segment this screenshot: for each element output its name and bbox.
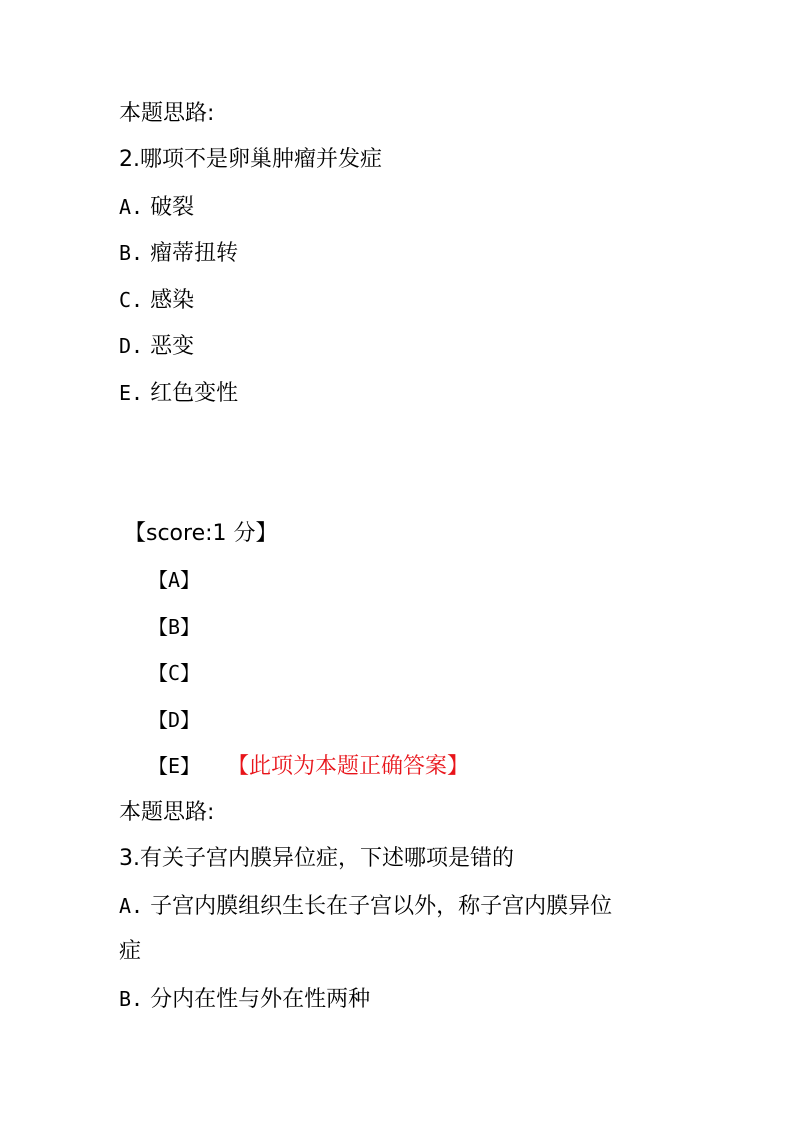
option-letter: B. xyxy=(119,987,144,1011)
answer-choice-c: 【C】 xyxy=(148,661,201,685)
option-d xyxy=(119,332,194,361)
option-e xyxy=(119,379,238,408)
option-letter: C. xyxy=(119,288,144,312)
option-text: 感染 xyxy=(150,288,195,313)
option-text: 分内在性与外在性两种 xyxy=(150,987,371,1012)
option-letter: A. xyxy=(119,195,144,219)
option-text: 破裂 xyxy=(150,195,195,220)
question-stem: 2.哪项不是卵巢肿瘤并发症 xyxy=(119,147,382,172)
answer-choice-e: 【E】 xyxy=(148,754,201,778)
option-a-continued: 症 xyxy=(119,939,142,964)
answer-choice-a: 【A】 xyxy=(148,568,201,592)
analysis-label: 本题思路: xyxy=(119,800,215,825)
option-letter: E. xyxy=(119,381,144,405)
option-text: 红色变性 xyxy=(150,381,239,406)
option-b xyxy=(119,239,238,268)
option-a xyxy=(119,892,612,921)
answer-choice-e-row xyxy=(148,752,469,781)
answer-choice-b: 【B】 xyxy=(148,615,201,639)
option-text: 瘤蒂扭转 xyxy=(150,241,239,266)
analysis-label: 本题思路: xyxy=(119,101,215,126)
option-c xyxy=(119,286,194,315)
option-letter: A. xyxy=(119,894,144,918)
option-letter: B. xyxy=(119,241,144,265)
answer-choice-d: 【D】 xyxy=(148,708,201,732)
option-text: 恶变 xyxy=(150,334,195,359)
option-b xyxy=(119,985,370,1014)
question-stem: 3.有关子宫内膜异位症，下述哪项是错的 xyxy=(119,846,514,871)
option-a xyxy=(119,193,194,222)
option-letter: D. xyxy=(119,334,144,358)
correct-answer-note: 【此项为本题正确答案】 xyxy=(238,754,470,779)
option-text: 子宫内膜组织生长在子宫以外，称子宫内膜异位 xyxy=(150,894,613,919)
score-label: 【score:1 分】 xyxy=(124,521,278,546)
